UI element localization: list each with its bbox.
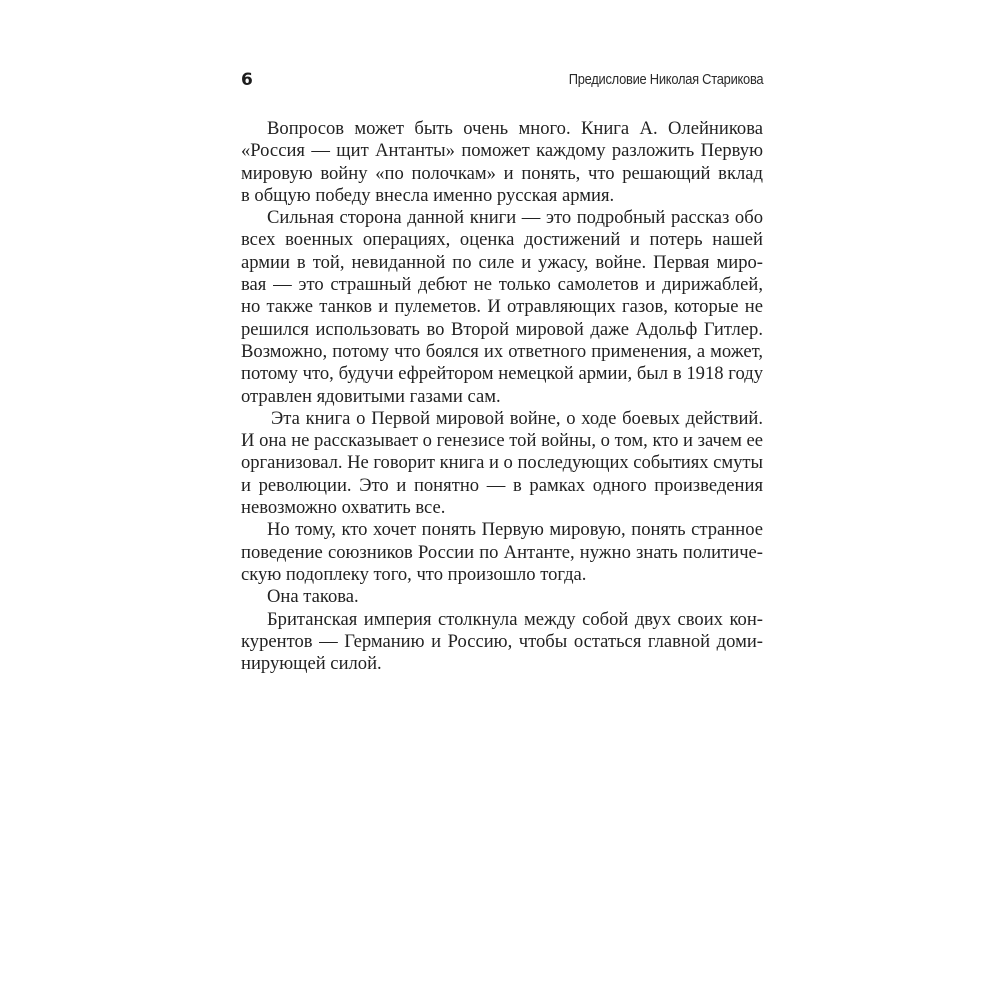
text-line: Эта книга о Первой мировой войне, о ходе боевых действий.	[271, 407, 763, 429]
paragraph	[241, 408, 763, 519]
text-line: в общую победу внесла именно русская армия.	[241, 184, 615, 206]
page-number: 6	[241, 70, 253, 90]
text-line: поведение союзников России по Антанте, нужно знать политиче-	[241, 541, 763, 563]
text-line: мировую войну «по полочкам» и понять, что решающий вклад	[241, 162, 763, 184]
text-line: «Россия — щит Антанты» поможет каждому разложить Первую	[241, 140, 763, 162]
text-line: решился использовать во Второй мировой даже Адольф Гитлер.	[241, 318, 763, 340]
text-line: Она такова.	[267, 586, 359, 608]
text-line: нирующей силой.	[241, 653, 382, 675]
text-line: отравлен ядовитыми газами сам.	[241, 385, 501, 407]
text-line: потому что, будучи ефрейтором немецкой армии, был в 1918 году	[241, 363, 763, 385]
text-line: армии в той, невиданной по силе и ужасу, войне. Первая миро-	[241, 251, 763, 273]
text-line: но также танков и пулеметов. И отравляющих газов, которые не	[241, 296, 763, 318]
text-line: Вопросов может быть очень много. Книга А. Олейникова	[267, 118, 763, 139]
text-line: невозможно охватить все.	[241, 497, 446, 519]
text-line: Британская империя столкнула между собой двух своих кон-	[267, 608, 763, 630]
text-line: вая — это страшный дебют не только самолетов и дирижаблей,	[241, 274, 763, 296]
text-line: Возможно, потому что боялся их ответного применения, а может,	[241, 340, 763, 362]
body-text	[241, 118, 763, 675]
text-line: организовал. Не говорит книга и о последующих событиях смуты	[241, 452, 763, 474]
text-line: И она не рассказывает о генезисе той войны, о том, кто и зачем ее	[241, 430, 763, 452]
text-line: курентов — Германию и Россию, чтобы остаться главной доми-	[241, 630, 763, 652]
paragraph	[241, 586, 763, 608]
text-line: скую подоплеку того, что произошло тогда.	[241, 563, 587, 585]
paragraph	[241, 118, 763, 207]
text-line: всех военных операциях, оценка достижений и потерь нашей	[241, 229, 763, 251]
paragraph	[241, 609, 763, 676]
running-head: Предисловие Николая Старикова	[568, 71, 763, 88]
text-line: Сильная сторона данной книги — это подробный рассказ обо	[267, 207, 763, 229]
paragraph	[241, 519, 763, 586]
text-line: Но тому, кто хочет понять Первую мировую, понять странное	[267, 519, 763, 541]
page-header	[241, 70, 763, 94]
paragraph	[241, 207, 763, 408]
text-line: и революции. Это и понятно — в рамках одного произведения	[241, 474, 763, 496]
